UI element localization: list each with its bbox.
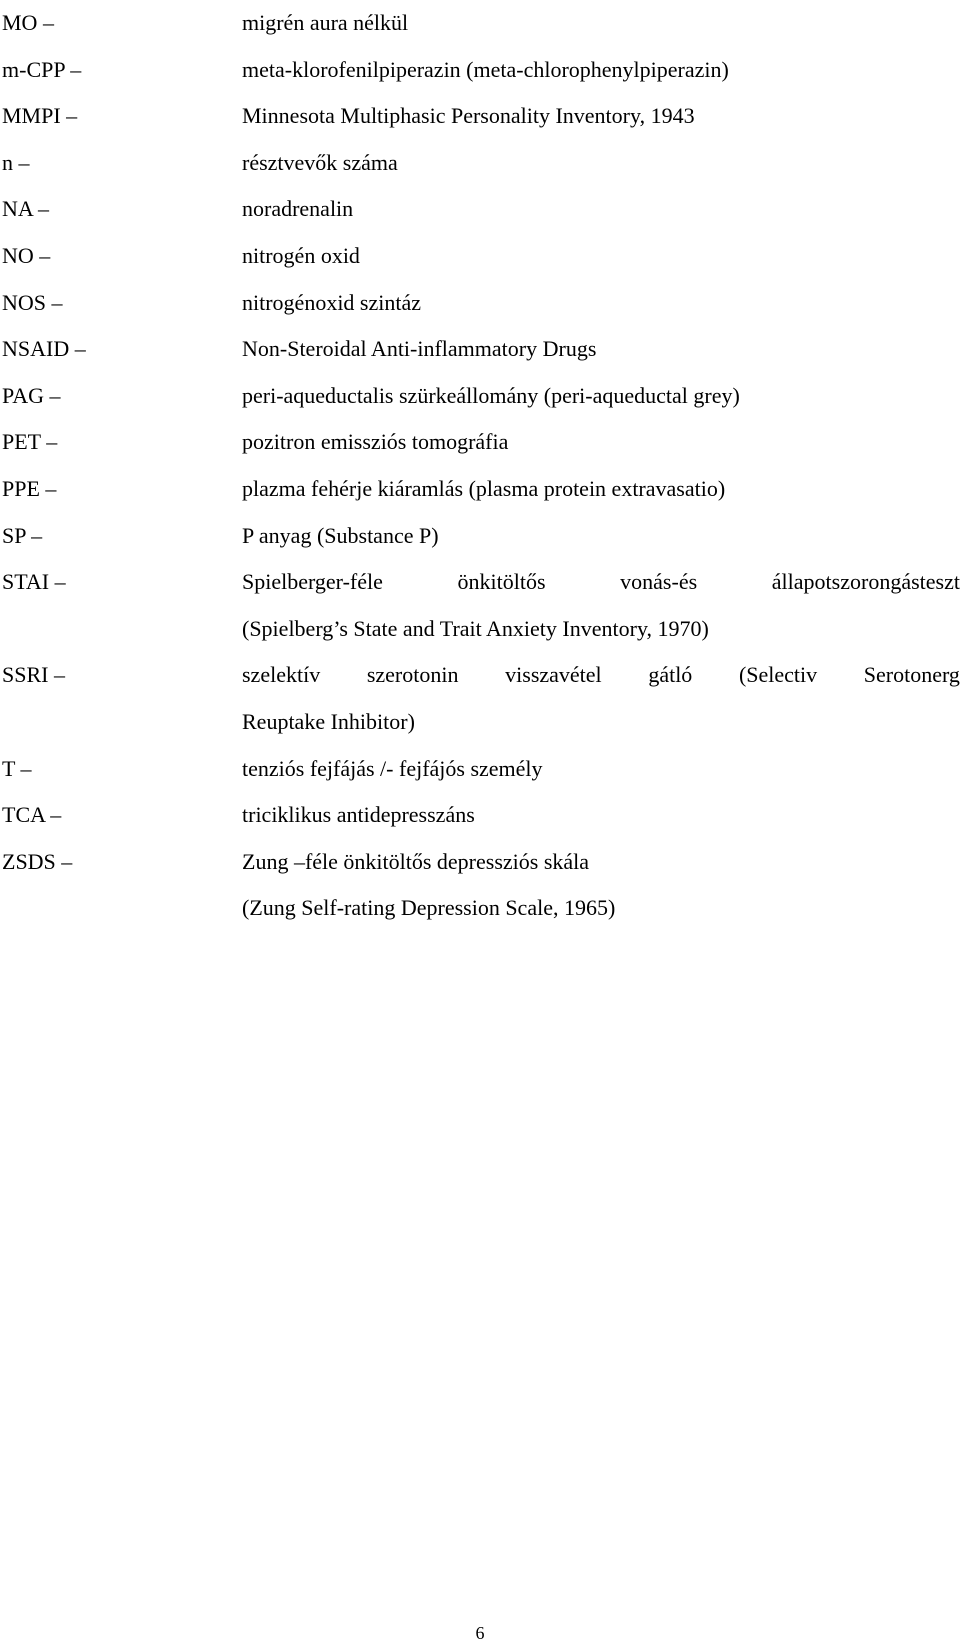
abbreviation-entry	[2, 140, 957, 187]
definition-word: szelektív	[242, 662, 321, 688]
abbreviation-term: PPE –	[2, 475, 57, 501]
definition-word: Serotonerg	[863, 662, 960, 688]
abbreviation-definition	[242, 419, 957, 466]
abbreviation-term: SP –	[2, 522, 43, 548]
definition-word: vonás-és	[620, 569, 698, 595]
abbreviation-term: T –	[2, 755, 32, 781]
definition-line: résztvevők száma	[242, 149, 398, 175]
definition-word: gátló	[648, 662, 693, 688]
definition-line: Minnesota Multiphasic Personality Inventory, 1943	[242, 103, 695, 129]
abbreviation-term: SSRI –	[2, 662, 65, 688]
abbreviation-entry	[2, 839, 957, 932]
definition-line: Reuptake Inhibitor)	[242, 708, 415, 734]
abbreviation-definition	[242, 326, 957, 373]
abbreviation-term: NA –	[2, 196, 50, 222]
abbreviation-definition	[242, 466, 957, 513]
abbreviation-term: PET –	[2, 429, 58, 455]
definition-line: plazma fehérje kiáramlás (plasma protein extravasatio)	[242, 475, 726, 501]
definition-line: migrén aura nélkül	[242, 10, 409, 35]
abbreviation-definition	[242, 513, 957, 560]
definition-line: Zung –féle önkitöltős depressziós skála	[242, 848, 590, 874]
abbreviation-entry	[2, 419, 957, 466]
abbreviation-entry	[2, 559, 960, 652]
abbreviation-definition	[242, 373, 957, 420]
definition-line	[242, 559, 960, 606]
definition-line	[242, 652, 960, 699]
definition-line: meta-klorofenilpiperazin (meta-chlorophenylpiperazin)	[242, 56, 729, 82]
abbreviation-entry	[2, 47, 957, 94]
abbreviation-entry	[2, 652, 960, 745]
abbreviation-entry	[2, 373, 957, 420]
abbreviation-term: MO –	[2, 10, 54, 35]
definition-word: szerotonin	[366, 662, 459, 688]
abbreviation-entry	[2, 233, 957, 280]
definition-line: pozitron emissziós tomográfia	[242, 429, 509, 455]
abbreviation-term: NOS –	[2, 289, 63, 315]
definition-word: állapotszorongásteszt	[771, 569, 960, 595]
abbreviation-definition	[242, 140, 957, 187]
abbreviation-term: STAI –	[2, 569, 66, 595]
abbreviation-definition	[242, 186, 957, 233]
abbreviation-term: PAG –	[2, 382, 61, 408]
abbreviation-entry	[2, 326, 957, 373]
definition-line: tenziós fejfájás /- fejfájós személy	[242, 755, 543, 781]
page-number: 6	[475, 1623, 485, 1643]
abbreviation-definition	[242, 652, 960, 745]
abbreviation-entry	[2, 792, 957, 839]
definition-line: (Spielberg’s State and Trait Anxiety Inventory, 1970)	[242, 615, 709, 641]
abbreviation-term: m-CPP –	[2, 56, 82, 82]
definition-line: P anyag (Substance P)	[242, 522, 439, 548]
definition-line: Non-Steroidal Anti-inflammatory Drugs	[242, 336, 597, 362]
abbreviation-definition	[242, 792, 957, 839]
abbreviation-entry	[2, 93, 957, 140]
abbreviation-entry	[2, 513, 957, 560]
abbreviation-entry	[2, 746, 957, 793]
abbreviation-entry	[2, 186, 957, 233]
abbreviation-list	[2, 0, 960, 932]
abbreviation-term: NO –	[2, 242, 51, 268]
definition-word: Spielberger-féle	[242, 569, 383, 595]
abbreviation-entry	[2, 280, 957, 327]
abbreviation-term: NSAID –	[2, 336, 86, 362]
abbreviation-term: TCA –	[2, 802, 62, 828]
abbreviation-term: MMPI –	[2, 103, 78, 129]
abbreviation-term: n –	[2, 149, 30, 175]
definition-word: (Selectiv	[738, 662, 818, 688]
abbreviation-definition	[242, 559, 960, 652]
definition-line: (Zung Self-rating Depression Scale, 1965)	[242, 895, 616, 921]
definition-word: önkitöltős	[457, 569, 546, 595]
abbreviation-definition	[242, 280, 957, 327]
abbreviation-definition	[242, 233, 957, 280]
abbreviation-definition	[242, 0, 957, 47]
abbreviation-entry	[2, 0, 957, 47]
definition-line: triciklikus antidepresszáns	[242, 802, 475, 828]
abbreviation-entry	[2, 466, 957, 513]
definition-word: visszavétel	[505, 662, 602, 688]
definition-line: nitrogén oxid	[242, 242, 360, 268]
definition-line: peri-aqueductalis szürkeállomány (peri-aqueductal grey)	[242, 382, 740, 408]
abbreviation-definition	[242, 746, 957, 793]
abbreviation-definition	[242, 47, 957, 94]
definition-line: noradrenalin	[242, 196, 354, 222]
abbreviation-definition	[242, 93, 957, 140]
abbreviation-definition	[242, 839, 957, 932]
definition-line: nitrogénoxid szintáz	[242, 289, 422, 315]
abbreviation-term: ZSDS –	[2, 848, 73, 874]
